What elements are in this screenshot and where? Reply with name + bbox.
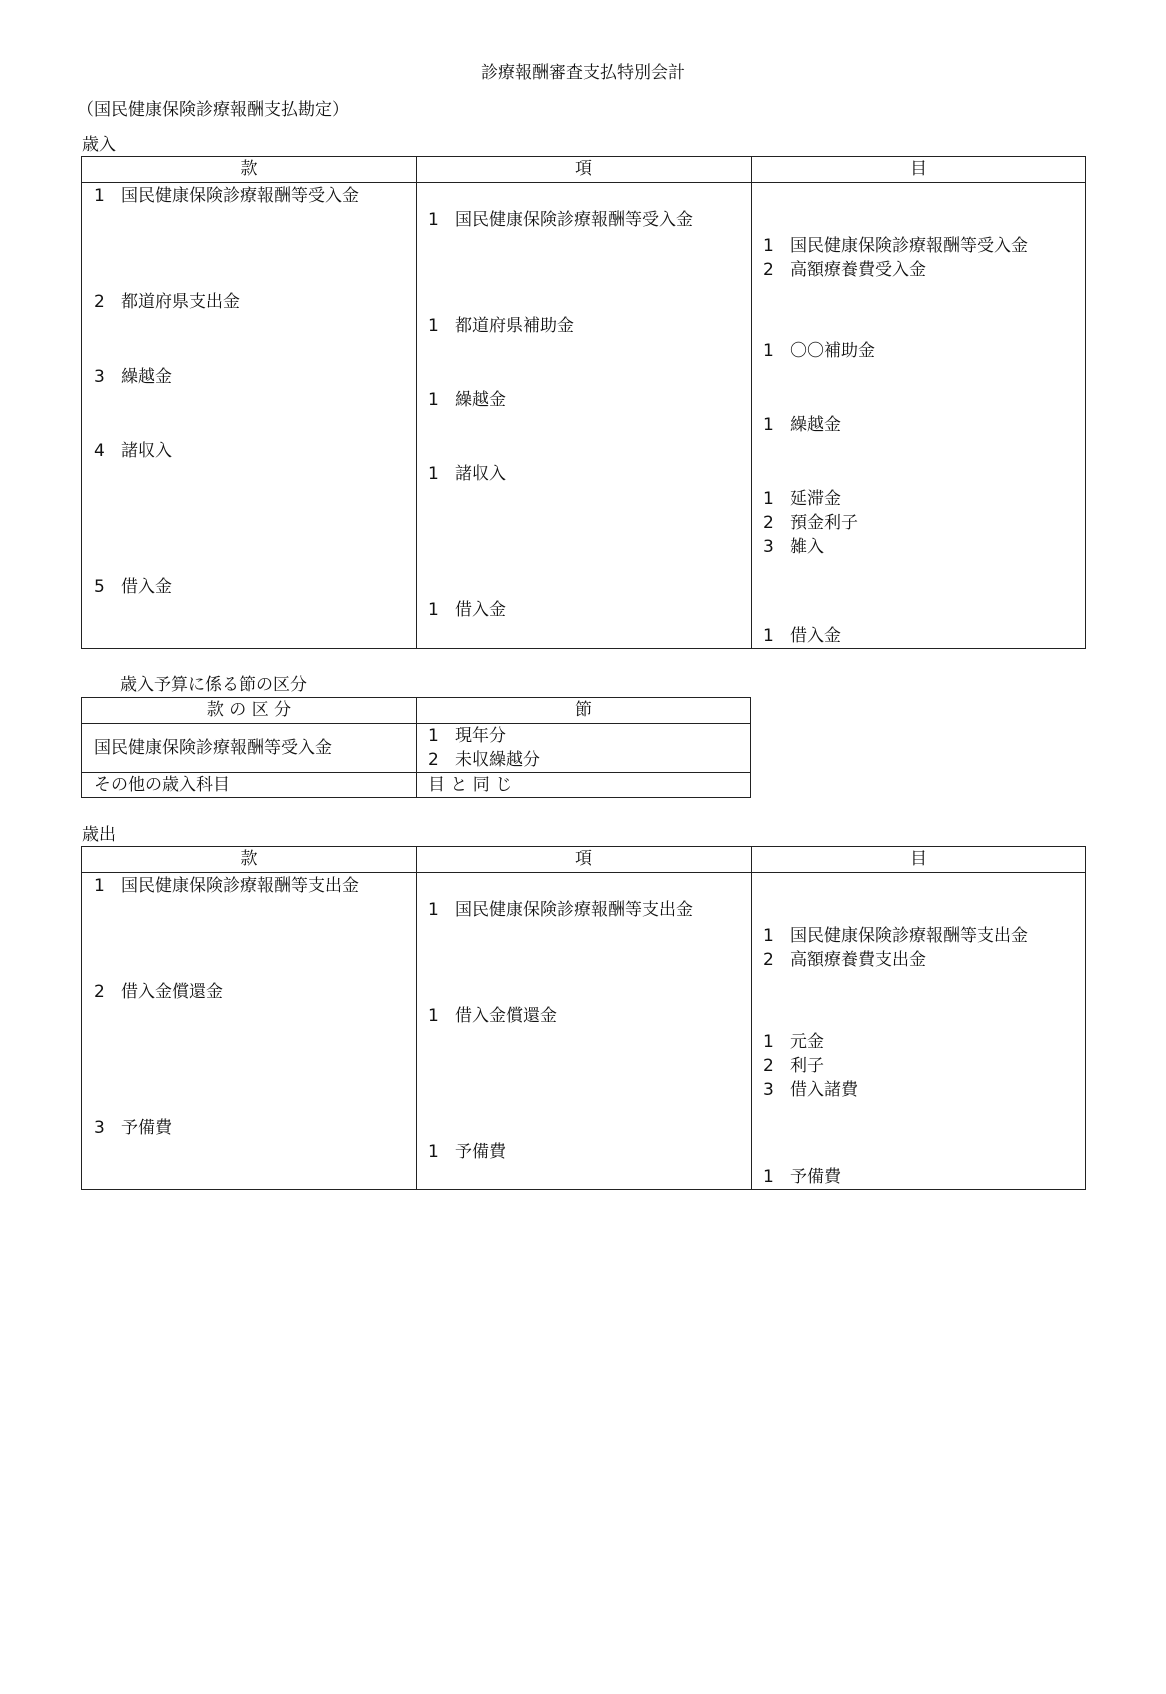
expenditure-moku-item: 3 借入諸費 — [763, 1080, 858, 1100]
revenue-kan-item: 4 諸収入 — [94, 441, 172, 461]
expenditure-header-kou: 項 — [575, 849, 592, 869]
revenue-moku-item: 1 〇〇補助金 — [763, 341, 875, 361]
expenditure-kan-item: 2 借入金償還金 — [94, 982, 223, 1002]
section-header-setsu: 節 — [575, 700, 592, 720]
revenue-moku-item: 2 高額療養費受入金 — [763, 260, 926, 280]
revenue-moku-item: 2 預金利子 — [763, 513, 858, 533]
revenue-kan-item: 5 借入金 — [94, 577, 172, 597]
revenue-kou-item: 1 借入金 — [428, 600, 506, 620]
section-setsu-item: 1 現年分 — [428, 726, 506, 746]
revenue-moku-item: 1 国民健康保険診療報酬等受入金 — [763, 236, 1028, 256]
revenue-kou-item: 1 諸収入 — [428, 464, 506, 484]
expenditure-table — [81, 846, 1086, 1190]
section-table — [81, 697, 751, 798]
section-kan-label: 国民健康保険診療報酬等受入金 — [94, 738, 332, 758]
expenditure-kan-item: 1 国民健康保険診療報酬等支出金 — [94, 876, 359, 896]
expenditure-moku-item: 2 高額療養費支出金 — [763, 950, 926, 970]
expenditure-moku-item: 1 予備費 — [763, 1167, 841, 1187]
revenue-kou-item: 1 都道府県補助金 — [428, 316, 574, 336]
revenue-kan-item: 3 繰越金 — [94, 367, 172, 387]
expenditure-kou-item: 1 国民健康保険診療報酬等支出金 — [428, 900, 693, 920]
section-setsu-item: 2 未収繰越分 — [428, 750, 540, 770]
revenue-moku-item: 1 延滞金 — [763, 489, 841, 509]
revenue-moku-item: 1 繰越金 — [763, 415, 841, 435]
expenditure-moku-item: 2 利子 — [763, 1056, 824, 1076]
account-subtitle: （国民健康保険診療報酬支払勘定） — [77, 100, 349, 120]
revenue-table — [81, 156, 1086, 649]
expenditure-kou-item: 1 借入金償還金 — [428, 1006, 557, 1026]
revenue-heading: 歳入 — [82, 135, 116, 155]
expenditure-kan-item: 3 予備費 — [94, 1118, 172, 1138]
revenue-header-moku: 目 — [910, 159, 927, 179]
expenditure-heading: 歳出 — [82, 825, 116, 845]
expenditure-moku-item: 1 国民健康保険診療報酬等支出金 — [763, 926, 1028, 946]
section-setsu-text: 目 と 同 じ — [428, 775, 513, 795]
expenditure-header-moku: 目 — [910, 849, 927, 869]
revenue-header-kou: 項 — [575, 159, 592, 179]
section-heading: 歳入予算に係る節の区分 — [120, 675, 307, 695]
document-title: 診療報酬審査支払特別会計 — [481, 63, 685, 83]
section-kan-label: その他の歳入科目 — [94, 775, 230, 795]
expenditure-moku-item: 1 元金 — [763, 1032, 824, 1052]
revenue-header-kan: 款 — [240, 159, 258, 179]
revenue-kan-item: 2 都道府県支出金 — [94, 292, 240, 312]
expenditure-kou-item: 1 予備費 — [428, 1142, 506, 1162]
section-header-kan: 款 の 区 分 — [206, 700, 292, 720]
revenue-moku-item: 1 借入金 — [763, 626, 841, 646]
revenue-kan-item: 1 国民健康保険診療報酬等受入金 — [94, 186, 359, 206]
revenue-kou-item: 1 繰越金 — [428, 390, 506, 410]
expenditure-header-kan: 款 — [240, 849, 258, 869]
revenue-kou-item: 1 国民健康保険診療報酬等受入金 — [428, 210, 693, 230]
revenue-moku-item: 3 雑入 — [763, 537, 824, 557]
